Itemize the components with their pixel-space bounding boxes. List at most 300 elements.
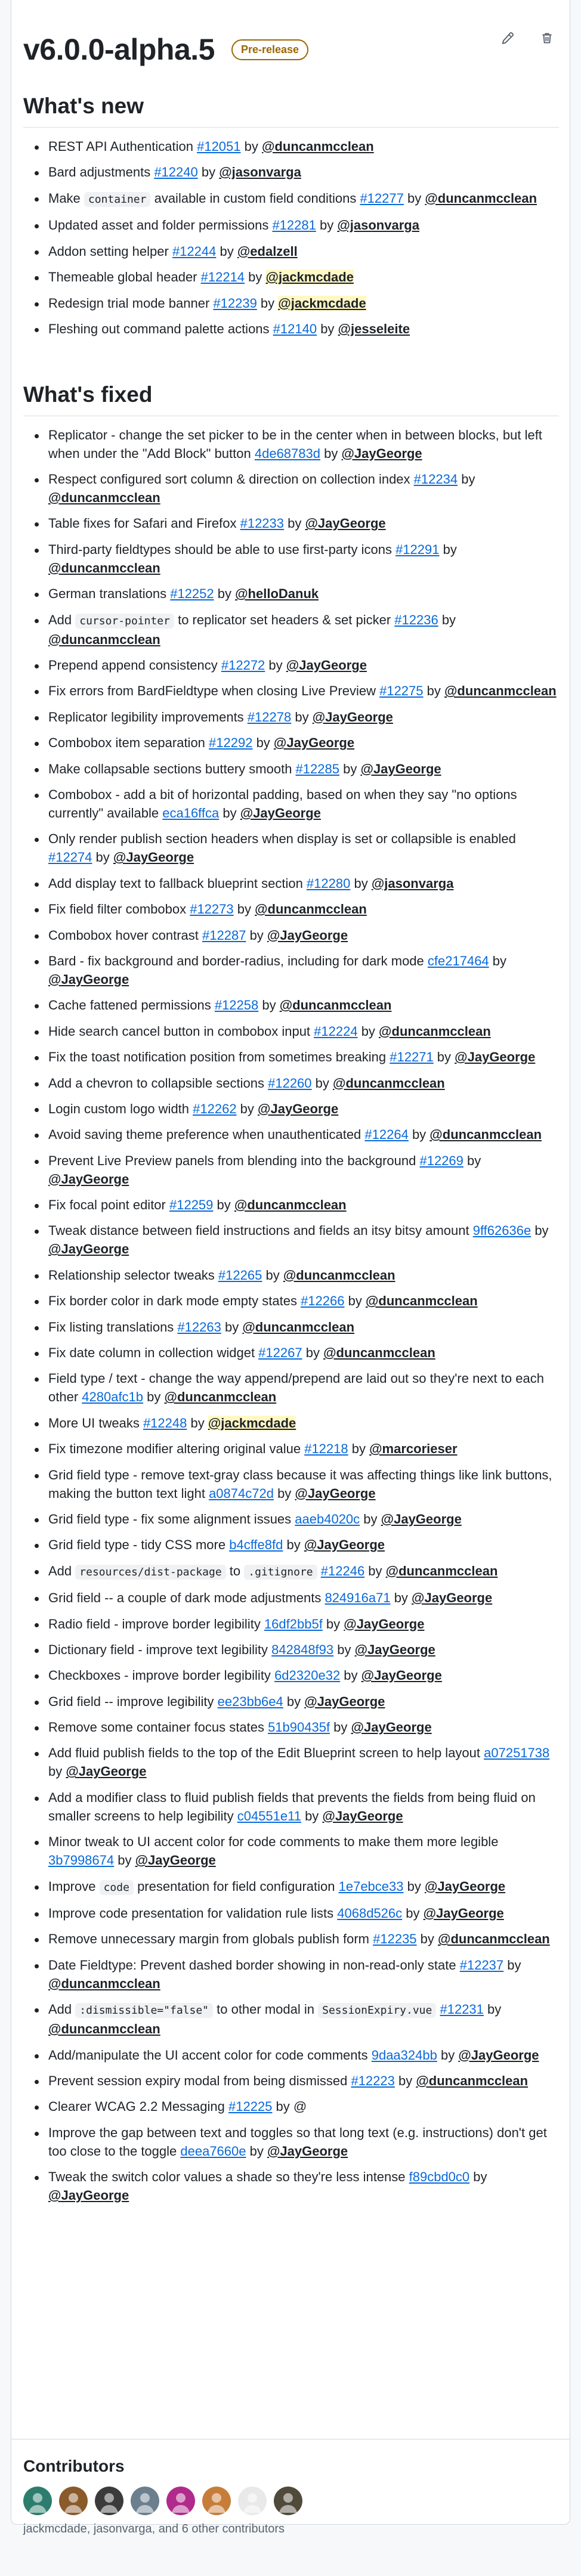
item-text: German translations <box>48 586 171 602</box>
commit-link[interactable]: ee23bb6e4 <box>217 1693 283 1709</box>
pull-request-link[interactable]: #12258 <box>214 998 259 1013</box>
user-mention-link[interactable]: @JayGeorge <box>48 1241 129 1257</box>
user-mention-link[interactable]: @JayGeorge <box>361 1668 442 1683</box>
user-mention-link[interactable]: @JayGeorge <box>113 850 194 865</box>
user-mention-link[interactable]: @jasonvarga <box>337 218 419 233</box>
delete-release-button[interactable] <box>535 26 559 50</box>
item-text: by <box>423 683 444 699</box>
pull-request-link[interactable]: #12260 <box>268 1075 312 1091</box>
item-text: by <box>114 1853 135 1868</box>
item-text: Relationship selector tweaks <box>48 1267 218 1283</box>
item-text: Improve the gap between text and toggles so that long text (e.g. instructions) don't get too close to the toggle <box>48 2125 547 2159</box>
item-text: presentation for field configuration <box>133 1878 339 1894</box>
item-text: Radio field - improve border legibility <box>48 1616 264 1631</box>
list-item <box>23 1292 559 1310</box>
item-text: by <box>408 1127 430 1143</box>
list-item <box>23 1956 559 1993</box>
contributor-avatar-icon[interactable] <box>131 2487 159 2515</box>
user-mention-link[interactable]: @helloDanuk <box>235 586 319 602</box>
commit-link[interactable]: 51b90435f <box>268 1720 330 1735</box>
edit-release-button[interactable] <box>496 26 520 50</box>
commit-link[interactable]: a0874c72d <box>209 1485 274 1501</box>
item-text: by <box>283 1693 305 1709</box>
item-text: Cache fattened permissions <box>48 998 215 1013</box>
list-item <box>23 1666 559 1685</box>
item-text: Add <box>48 2002 76 2017</box>
pull-request-link[interactable]: #12278 <box>247 709 292 724</box>
user-mention-link[interactable]: @JayGeorge <box>304 1537 385 1553</box>
commit-link[interactable]: 4068d526c <box>337 1906 403 1921</box>
item-text: by <box>344 1293 366 1309</box>
pull-request-link[interactable]: #12264 <box>364 1127 409 1143</box>
item-text: Prepend append consistency <box>48 658 221 673</box>
item-text: Respect configured sort column & direction on collection index <box>48 472 414 487</box>
item-text: by <box>317 321 338 337</box>
item-text: by <box>433 1049 455 1065</box>
list-item <box>23 1369 559 1406</box>
user-mention-link[interactable]: @duncanmcclean <box>48 490 160 506</box>
item-text: by <box>197 165 220 180</box>
item-text: Fix border color in dark mode empty states <box>48 1293 301 1309</box>
list-item <box>23 1535 559 1554</box>
user-mention-link[interactable]: @duncanmcclean <box>444 683 557 699</box>
item-text: Minor tweak to UI accent color for code comments to make them more legible <box>48 1834 499 1850</box>
user-mention-link[interactable]: @jesseleite <box>338 321 410 337</box>
item-text: by <box>262 1267 283 1283</box>
user-mention-link[interactable]: @JayGeorge <box>273 735 355 751</box>
pull-request-link[interactable]: #12272 <box>221 658 265 673</box>
commit-link[interactable]: f89cbd0c0 <box>409 2169 470 2185</box>
user-mention-link[interactable]: @JayGeorge <box>267 927 348 943</box>
pull-request-link[interactable]: #12237 <box>459 1957 504 1973</box>
commit-link[interactable]: 1e7ebce33 <box>338 1878 404 1894</box>
pull-request-link[interactable]: #12277 <box>360 190 404 206</box>
pull-request-link[interactable]: #12281 <box>272 218 316 233</box>
user-mention-link[interactable]: @duncanmcclean <box>164 1389 277 1405</box>
user-mention-link[interactable]: @JayGeorge <box>354 1642 435 1657</box>
contributors-heading: Contributors <box>23 2457 125 2475</box>
commit-link[interactable]: 6d2320e32 <box>274 1668 341 1683</box>
pull-request-link[interactable]: #12246 <box>320 1563 365 1578</box>
pull-request-link[interactable]: #12291 <box>395 541 440 557</box>
item-text: by <box>333 1642 355 1657</box>
item-text: More UI tweaks <box>48 1415 143 1431</box>
item-text: by <box>403 190 425 206</box>
item-text: by <box>437 2047 459 2063</box>
item-text: by <box>143 1389 165 1405</box>
item-text: Checkboxes - improve border legibility <box>48 1668 275 1683</box>
user-mention-link[interactable]: @duncanmcclean <box>429 1127 542 1143</box>
pull-request-link[interactable]: #12233 <box>240 516 285 531</box>
user-mention-link[interactable]: @duncanmcclean <box>48 631 160 647</box>
pull-request-link[interactable]: #12231 <box>440 2002 484 2017</box>
inline-code: cursor-pointer <box>75 614 174 628</box>
item-text: by <box>364 1563 386 1578</box>
pull-request-link[interactable]: #12235 <box>373 1931 417 1947</box>
commit-link[interactable]: b4cffe8fd <box>229 1537 283 1553</box>
pull-request-link[interactable]: #12248 <box>143 1415 187 1431</box>
user-mention-link[interactable]: @duncanmcclean <box>438 1931 550 1947</box>
avatar-icon <box>202 2487 231 2515</box>
item-text: Updated asset and folder permissions <box>48 218 273 233</box>
user-mention-link[interactable]: @JayGeorge <box>423 1906 504 1921</box>
list-item <box>23 1510 559 1528</box>
item-text: by <box>302 1345 324 1361</box>
commit-link[interactable]: cfe217464 <box>427 953 489 968</box>
user-mention-link[interactable]: @edalzell <box>237 243 298 259</box>
list-item <box>23 294 559 312</box>
user-mention-link[interactable]: @duncanmcclean <box>425 190 537 206</box>
item-text: by <box>92 850 113 865</box>
contributor-avatars <box>23 2487 302 2515</box>
user-mention-link[interactable]: @duncanmcclean <box>234 1197 347 1213</box>
commit-link[interactable]: a07251738 <box>484 1745 550 1761</box>
inline-code: .gitignore <box>244 1565 317 1580</box>
list-item <box>23 1904 559 1922</box>
release-title: v6.0.0-alpha.5 <box>23 33 215 66</box>
user-mention-link[interactable]: @JayGeorge <box>305 516 386 531</box>
user-mention-link[interactable]: @duncanmcclean <box>279 998 392 1013</box>
pull-request-link[interactable]: #12265 <box>218 1267 262 1283</box>
list-item <box>23 1615 559 1633</box>
list-item <box>23 216 559 234</box>
contributor-avatar-icon[interactable] <box>59 2487 88 2515</box>
contributor-avatar-icon[interactable] <box>23 2487 52 2515</box>
commit-link[interactable]: aaeb4020c <box>295 1511 360 1527</box>
item-text: by <box>340 1668 361 1683</box>
avatar-icon <box>23 2487 52 2515</box>
list-item <box>23 1466 559 1503</box>
item-text: by <box>216 243 237 259</box>
user-mention-link[interactable]: @duncanmcclean <box>48 1976 160 1991</box>
commit-link[interactable]: c04551e11 <box>237 1808 301 1823</box>
pull-request-link[interactable]: #12225 <box>228 2099 273 2114</box>
list-item <box>23 2072 559 2090</box>
user-mention-link[interactable]: @JayGeorge <box>424 1878 506 1894</box>
whats-new-section <box>23 94 559 346</box>
item-text: Add/manipulate the UI accent color for code comments <box>48 2047 372 2063</box>
contributors-summary: jackmcdade, jasonvarga, and 6 other contributors <box>23 2522 285 2535</box>
item-text: Replicator - change the set picker to be in the center when in between blocks, but left when under the "Add Block" button <box>48 427 542 461</box>
user-mention-link[interactable]: @JayGeorge <box>267 2143 348 2159</box>
user-mention-link[interactable]: @JayGeorge <box>135 1853 216 1868</box>
item-text: by <box>403 1878 425 1894</box>
pull-request-link[interactable]: #12273 <box>190 902 234 917</box>
commit-link[interactable]: 9daa324bb <box>371 2047 437 2063</box>
user-mention-link[interactable]: @jasonvarga <box>371 875 454 891</box>
list-item <box>23 1414 559 1432</box>
pull-request-link[interactable]: #12214 <box>200 270 245 285</box>
item-text: by <box>483 2002 502 2017</box>
list-item <box>23 1692 559 1711</box>
item-text: by <box>246 2143 267 2159</box>
user-mention-link[interactable]: @duncanmcclean <box>242 1319 355 1335</box>
item-text: Dictionary field - improve text legibility <box>48 1642 272 1657</box>
user-mention-link[interactable]: @duncanmcclean <box>379 1023 491 1039</box>
item-text: Combobox - add a bit of horizontal padding, based on when they say "no options currently" available <box>48 787 517 821</box>
list-item <box>23 611 559 649</box>
item-text: by <box>439 541 457 557</box>
item-text: by <box>350 875 372 891</box>
item-text: by <box>214 586 236 602</box>
item-text: Fix the toast notification position from sometimes breaking <box>48 1049 390 1065</box>
commit-link[interactable]: deea7660e <box>180 2143 246 2159</box>
list-item <box>23 2097 559 2116</box>
user-mention-link[interactable]: @jackmcdade <box>208 1415 296 1431</box>
pull-request-link[interactable]: #12239 <box>213 295 257 311</box>
list-item <box>23 2046 559 2064</box>
pull-request-link[interactable]: #12244 <box>172 243 217 259</box>
user-mention-link[interactable]: @duncanmcclean <box>365 1293 478 1309</box>
pull-request-link[interactable]: #12267 <box>258 1345 302 1361</box>
user-mention-link[interactable]: @JayGeorge <box>381 1511 462 1527</box>
item-text: by <box>265 658 286 673</box>
user-mention-link[interactable]: @duncanmcclean <box>261 138 374 154</box>
pull-request-link[interactable]: #12252 <box>170 586 214 602</box>
user-mention-link[interactable]: @duncanmcclean <box>48 560 160 575</box>
commit-link[interactable]: 842848f93 <box>271 1642 334 1657</box>
pull-request-link[interactable]: #12234 <box>413 472 458 487</box>
list-item <box>23 2168 559 2205</box>
inline-code: code <box>100 1880 134 1895</box>
item-text: Prevent Live Preview panels from blending into the background <box>48 1153 420 1168</box>
item-text: by <box>213 1197 234 1213</box>
item-text: by <box>187 1415 208 1431</box>
list-item <box>23 952 559 989</box>
item-text: Add a modifier class to fluid publish fields that prevents the fields from being fluid on smaller screens to help legibility <box>48 1789 536 1823</box>
user-mention-link[interactable]: @jackmcdade <box>265 270 354 285</box>
pull-request-link[interactable]: #12269 <box>419 1153 463 1168</box>
user-mention-link[interactable]: @marcorieser <box>369 1441 458 1457</box>
pull-request-link[interactable]: #12259 <box>169 1197 214 1213</box>
item-text: Fleshing out command palette actions <box>48 321 273 337</box>
item-text: by <box>252 735 274 751</box>
user-mention-link[interactable]: @JayGeorge <box>240 805 321 821</box>
list-item <box>23 1788 559 1825</box>
item-text: Field type / text - change the way append/prepend are laid out so they're next to each other <box>48 1371 544 1405</box>
pull-request-link[interactable]: #12224 <box>314 1023 358 1039</box>
user-mention-link[interactable]: @JayGeorge <box>412 1590 493 1606</box>
user-mention-link[interactable]: @duncanmcclean <box>333 1075 445 1091</box>
contributor-avatar-icon[interactable] <box>95 2487 123 2515</box>
pull-request-link[interactable]: #12275 <box>379 683 424 699</box>
pull-request-link[interactable]: #12287 <box>202 927 246 943</box>
commit-link[interactable]: 824916a71 <box>325 1590 391 1606</box>
item-text: Third-party fieldtypes should be able to use first-party icons <box>48 541 396 557</box>
avatar-icon <box>274 2487 302 2515</box>
item-text: Fix errors from BardFieldtype when closing Live Preview <box>48 683 380 699</box>
list-item <box>23 137 559 156</box>
list-item <box>23 1718 559 1736</box>
item-text: Avoid saving theme preference when unauthenticated <box>48 1127 365 1143</box>
item-text: to replicator set headers & set picker <box>174 612 395 627</box>
contributor-avatar-icon[interactable] <box>238 2487 267 2515</box>
commit-link[interactable]: 4de68783d <box>254 445 320 461</box>
pre-release-badge: Pre-release <box>231 39 308 60</box>
item-text: by <box>390 1590 412 1606</box>
user-mention-link[interactable]: @JayGeorge <box>286 658 367 673</box>
item-text: Replicator legibility improvements <box>48 709 248 724</box>
item-text: Fix focal point editor <box>48 1197 169 1213</box>
item-text: by <box>360 1511 381 1527</box>
user-mention-link[interactable]: @duncanmcclean <box>48 2021 160 2037</box>
item-text: Login custom logo width <box>48 1101 193 1116</box>
avatar-icon <box>131 2487 159 2515</box>
user-mention-link[interactable]: @jasonvarga <box>219 165 301 180</box>
item-text: by @ <box>272 2099 307 2114</box>
item-text: by <box>301 1808 323 1823</box>
user-mention-link[interactable]: @JayGeorge <box>66 1764 147 1779</box>
user-mention-link[interactable]: @duncanmcclean <box>323 1345 435 1361</box>
user-mention-link[interactable]: @jackmcdade <box>278 295 366 311</box>
list-item <box>23 900 559 918</box>
item-text: by <box>503 1957 521 1973</box>
pull-request-link[interactable]: #12240 <box>154 165 198 180</box>
user-mention-link[interactable]: @JayGeorge <box>322 1808 403 1823</box>
inline-code: :dismissible="false" <box>75 2003 213 2018</box>
commit-link[interactable]: 4280afc1b <box>82 1389 144 1405</box>
pull-request-link[interactable]: #12266 <box>301 1293 345 1309</box>
item-text: by <box>316 218 338 233</box>
item-text: Improve code presentation for validation rule lists <box>48 1906 338 1921</box>
item-text: by <box>48 1764 66 1779</box>
item-text: Clearer WCAG 2.2 Messaging <box>48 2099 228 2114</box>
avatar-icon <box>238 2487 267 2515</box>
release-header <box>23 29 308 70</box>
user-mention-link[interactable]: @JayGeorge <box>455 1049 536 1065</box>
item-text: by <box>245 270 266 285</box>
whats-fixed-heading: What's fixed <box>23 383 559 416</box>
list-item <box>23 829 559 866</box>
list-item <box>23 470 559 507</box>
item-text: Hide search cancel button in combobox input <box>48 1023 314 1039</box>
pull-request-link[interactable]: #12274 <box>48 850 92 865</box>
pull-request-link[interactable]: #12218 <box>304 1441 348 1457</box>
item-text: by <box>394 2073 416 2088</box>
item-text: by <box>221 1319 243 1335</box>
user-mention-link[interactable]: @duncanmcclean <box>283 1267 395 1283</box>
item-text: Only render publish section headers when display is set or collapsible is enabled <box>48 831 516 847</box>
item-text: by <box>240 138 262 154</box>
list-item <box>23 1048 559 1066</box>
user-mention-link[interactable]: @JayGeorge <box>360 761 441 776</box>
user-mention-link[interactable]: @JayGeorge <box>48 1171 129 1187</box>
pull-request-link[interactable]: #12262 <box>193 1101 237 1116</box>
list-item <box>23 1022 559 1041</box>
item-text: by <box>246 927 267 943</box>
user-mention-link[interactable]: @JayGeorge <box>48 971 129 987</box>
item-text: Grid field -- a couple of dark mode adjustments <box>48 1590 325 1606</box>
commit-link[interactable]: eca16ffca <box>162 805 220 821</box>
list-item <box>23 1877 559 1897</box>
commit-link[interactable]: 16df2bb5f <box>264 1616 323 1631</box>
item-text: by <box>284 516 305 531</box>
pull-request-link[interactable]: #12223 <box>351 2073 395 2088</box>
item-text: Improve <box>48 1878 100 1894</box>
item-text: Fix listing translations <box>48 1319 178 1335</box>
user-mention-link[interactable]: @JayGeorge <box>304 1693 385 1709</box>
whats-fixed-list <box>23 426 559 2205</box>
contributor-avatar-icon[interactable] <box>166 2487 195 2515</box>
release-actions <box>496 26 559 50</box>
item-text: by <box>256 295 279 311</box>
list-item <box>23 540 559 577</box>
pencil-icon <box>501 32 514 45</box>
user-mention-link[interactable]: @JayGeorge <box>458 2047 539 2063</box>
list-item <box>23 926 559 945</box>
user-mention-link[interactable]: @JayGeorge <box>344 1616 425 1631</box>
list-item <box>23 584 559 603</box>
item-text: by <box>469 2169 487 2185</box>
item-text: Add display text to fallback blueprint section <box>48 875 307 891</box>
pull-request-link[interactable]: #12051 <box>197 138 241 154</box>
contributor-avatar-icon[interactable] <box>274 2487 302 2515</box>
user-mention-link[interactable]: @JayGeorge <box>295 1485 376 1501</box>
pull-request-link[interactable]: #12140 <box>273 321 317 337</box>
item-text: by <box>531 1223 549 1239</box>
user-mention-link[interactable]: @JayGeorge <box>258 1101 339 1116</box>
user-mention-link[interactable]: @JayGeorge <box>48 2188 129 2203</box>
list-item <box>23 242 559 261</box>
list-item <box>23 1832 559 1869</box>
item-text: Tweak the switch color values a shade so they're less intense <box>48 2169 409 2185</box>
commit-link[interactable]: 3b7998674 <box>48 1853 115 1868</box>
whats-new-heading: What's new <box>23 94 559 128</box>
item-text: by <box>348 1441 370 1457</box>
list-item <box>23 1151 559 1188</box>
inline-code: container <box>84 192 151 207</box>
pull-request-link[interactable]: #12271 <box>390 1049 434 1065</box>
avatar-icon <box>166 2487 195 2515</box>
list-item <box>23 1343 559 1362</box>
item-text: Prevent session expiry modal from being dismissed <box>48 2073 351 2088</box>
user-mention-link[interactable]: @duncanmcclean <box>385 1563 498 1578</box>
item-text: Grid field type - tidy CSS more <box>48 1537 230 1553</box>
item-text: by <box>330 1720 351 1735</box>
contributor-avatar-icon[interactable] <box>202 2487 231 2515</box>
pull-request-link[interactable]: #12292 <box>209 735 253 751</box>
avatar-icon <box>95 2487 123 2515</box>
list-item <box>23 682 559 700</box>
item-text: by <box>311 1075 333 1091</box>
list-item <box>23 1318 559 1336</box>
item-text: by <box>438 612 456 627</box>
user-mention-link[interactable]: @JayGeorge <box>351 1720 432 1735</box>
item-text: by <box>416 1931 438 1947</box>
pull-request-link[interactable]: #12236 <box>394 612 438 627</box>
user-mention-link[interactable]: @duncanmcclean <box>255 902 367 917</box>
item-text: Addon setting helper <box>48 243 172 259</box>
pull-request-link[interactable]: #12263 <box>177 1319 221 1335</box>
user-mention-link[interactable]: @JayGeorge <box>312 709 393 724</box>
user-mention-link[interactable]: @JayGeorge <box>341 445 422 461</box>
item-text: Remove unnecessary margin from globals publish form <box>48 1931 373 1947</box>
pull-request-link[interactable]: #12280 <box>306 875 351 891</box>
item-text: Combobox item separation <box>48 735 209 751</box>
item-text: Fix date column in collection widget <box>48 1345 259 1361</box>
list-item <box>23 2000 559 2038</box>
item-text: Grid field type - fix some alignment issues <box>48 1511 295 1527</box>
pull-request-link[interactable]: #12285 <box>295 761 339 776</box>
list-item <box>23 656 559 674</box>
user-mention-link[interactable]: @duncanmcclean <box>416 2073 529 2088</box>
contributors-section <box>23 2457 302 2536</box>
release-card <box>11 0 570 2535</box>
list-item <box>23 760 559 778</box>
commit-link[interactable]: 9ff62636e <box>472 1223 531 1239</box>
list-item <box>23 996 559 1014</box>
item-text: Remove some container focus states <box>48 1720 268 1735</box>
